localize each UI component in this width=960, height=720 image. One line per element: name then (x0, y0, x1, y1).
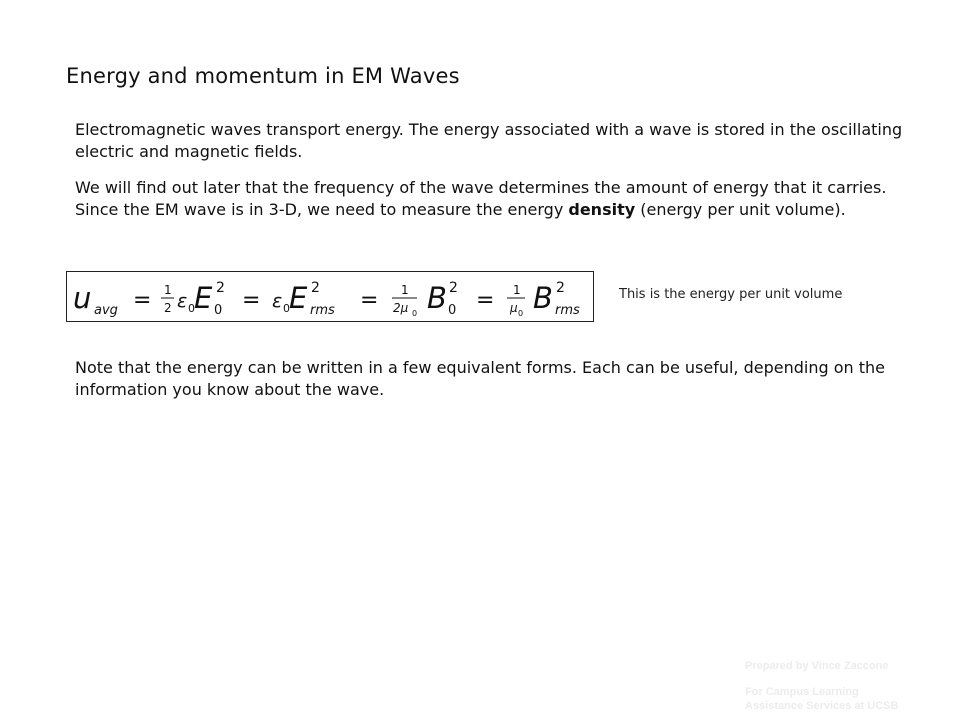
eq-2mu-numerator: 1 (401, 283, 409, 297)
eq-avg-subscript: avg (94, 303, 118, 318)
eq-2mu-denominator: 2μ (393, 301, 409, 315)
eq-B-2-sub: rms (555, 303, 580, 318)
eq-B-1-sup: 2 (449, 280, 458, 296)
eq-epsilon-2: ε (272, 290, 283, 312)
slide-title: Energy and momentum in EM Waves (66, 64, 460, 88)
footer-affiliation-line1: For Campus Learning (745, 686, 859, 698)
eq-epsilon-1-sub: 0 (188, 302, 195, 315)
eq-E-2-sup: 2 (311, 280, 320, 296)
equivalent-forms-paragraph: Note that the energy can be written in a few equivalent forms. Each can be useful, depending on the information you know about the wave. (75, 358, 885, 399)
eq-B-2-sup: 2 (556, 280, 565, 296)
density-text-end: (energy per unit volume). (635, 200, 846, 219)
eq-E-2-sub: rms (310, 303, 335, 318)
footer-affiliation-line2: Assistance Services at UCSB (745, 700, 899, 712)
intro-paragraph: Electromagnetic waves transport energy. The energy associated with a wave is stored in the oscillating electric and magnetic fields. (75, 120, 903, 161)
eq-B-2: B (533, 281, 553, 315)
eq-E-1-sup: 2 (216, 280, 225, 296)
eq-equals-2: = (242, 288, 261, 313)
eq-mu-numerator: 1 (513, 283, 521, 297)
eq-E-2: E (289, 281, 308, 315)
footer-credit: Prepared by Vince Zaccone (745, 660, 889, 672)
eq-equals-4: = (476, 288, 495, 313)
eq-equals-1: = (133, 288, 152, 313)
eq-mu-denominator: μ (510, 301, 518, 315)
eq-E-1-sub: 0 (214, 303, 223, 318)
density-text-start: We will find out later that the frequency of the wave determines the amount of energy that it carries. Since the EM wave is in 3-D, we need to measure the energy (75, 178, 887, 219)
eq-B-1: B (427, 281, 447, 315)
eq-E-1: E (194, 281, 213, 315)
eq-mu-denominator-sub: 0 (518, 309, 524, 318)
equation-svg (67, 272, 595, 323)
eq-epsilon-1: ε (177, 290, 188, 312)
density-bold-word: density (568, 200, 636, 219)
energy-density-equation (66, 271, 594, 322)
eq-epsilon-2-sub: 0 (283, 302, 290, 315)
eq-u: u (73, 281, 92, 315)
density-paragraph (75, 177, 925, 221)
eq-half-denominator: 2 (164, 301, 172, 315)
eq-2mu-denominator-sub: 0 (412, 309, 418, 318)
eq-half-numerator: 1 (164, 283, 172, 297)
equation-annotation: This is the energy per unit volume (619, 287, 843, 302)
eq-equals-3: = (360, 288, 379, 313)
eq-B-1-sub: 0 (448, 303, 457, 318)
